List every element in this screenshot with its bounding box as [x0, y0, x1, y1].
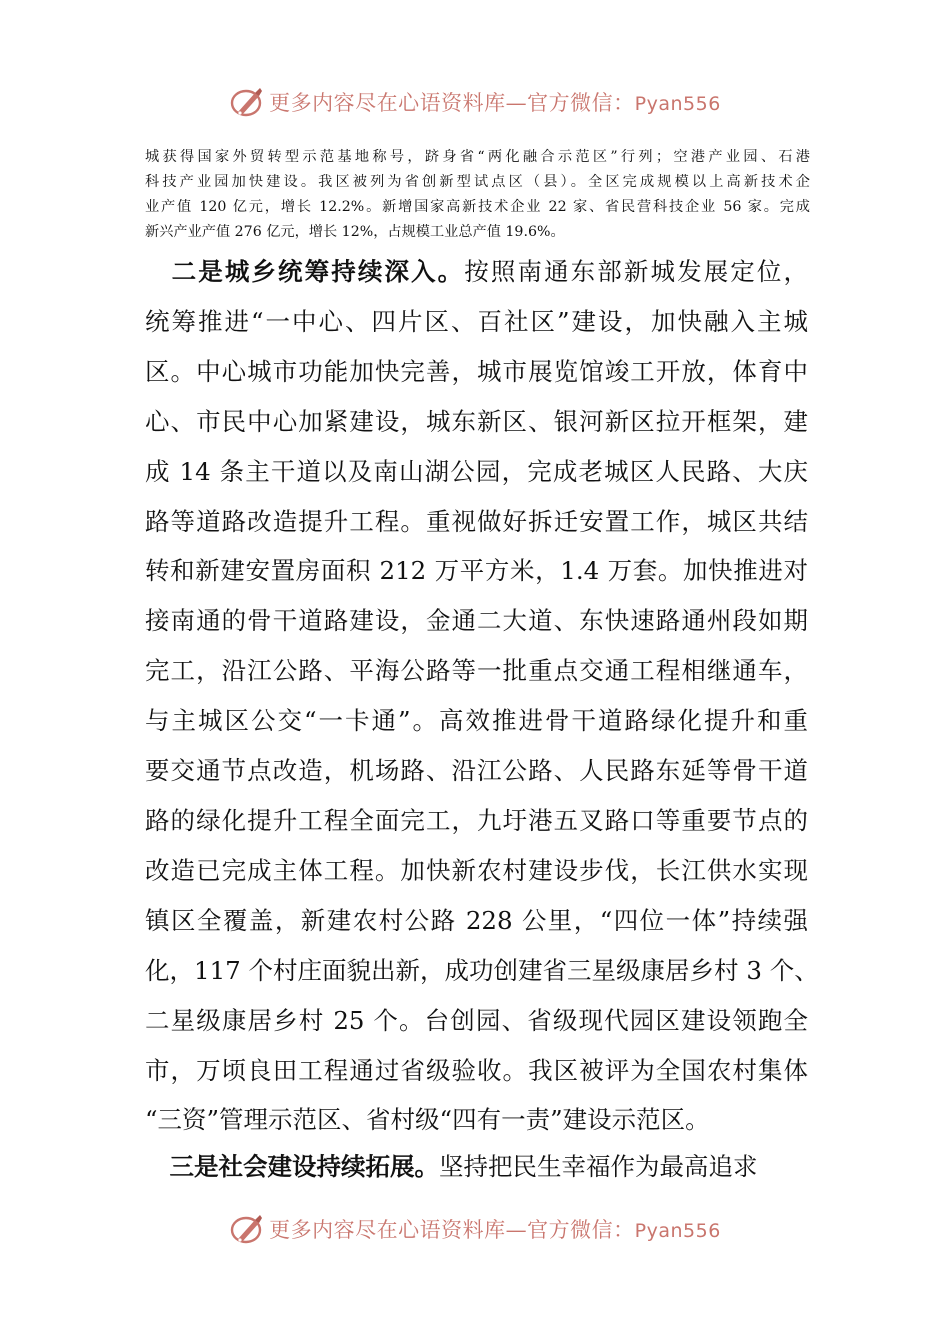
text-line: 镇区全覆盖，新建农村公路 228 公里，“四位一体”持续强 [145, 905, 808, 935]
text-line: 接南通的骨干道路建设，金通二大道、东快速路通州段如期 [145, 606, 808, 636]
section-3-paragraph [145, 1142, 808, 1192]
text-line: 要交通节点改造，机场路、沿江公路、人民路东延等骨干道 [145, 756, 808, 786]
text-line: 区。中心城市功能加快完善，城市展览馆竣工开放，体育中 [145, 356, 808, 386]
text-line: 科技产业园加快建设。我区被列为省创新型试点区（县）。全区完成规模以上高新技术企 [145, 174, 810, 190]
text-line: 化，117 个村庄面貌出新，成功创建省三星级康居乡村 3 个、 [145, 955, 819, 985]
section-heading: 三是社会建设持续拓展。 [169, 1152, 439, 1181]
text-line: 三是社会建设持续拓展。坚持把民生幸福作为最高追求 [169, 1152, 758, 1181]
footer-watermark [0, 1209, 950, 1249]
text-line: 成 14 条主干道以及南山湖公园，完成老城区人民路、大庆 [145, 456, 808, 486]
text-line: 二星级康居乡村 25 个。台创园、省级现代园区建设领跑全 [145, 1005, 808, 1035]
header-watermark [0, 82, 950, 122]
text-line: 路的绿化提升工程全面完工，九圩港五叉路口等重要节点的 [145, 805, 808, 835]
text-line: 改造已完成主体工程。加快新农村建设步伐，长江供水实现 [145, 855, 808, 885]
watermark-text: 更多内容尽在心语资料库—官方微信：Pyan556 [269, 1218, 721, 1242]
text-line: 市，万顷良田工程通过省级验收。我区被评为全国农村集体 [145, 1055, 808, 1085]
intro-paragraph [145, 145, 810, 245]
text-line: 与主城区公交“一卡通”。高效推进骨干道路绿化提升和重 [145, 706, 808, 736]
text-line: 新兴产业产值 276 亿元，增长 12%，占规模工业总产值 19.6%。 [145, 224, 565, 240]
text-line: 城获得国家外贸转型示范基地称号，跻身省“两化融合示范区”行列；空港产业园、石港 [145, 149, 810, 165]
text-line: 心、市民中心加紧建设，城东新区、银河新区拉开框架，建 [145, 406, 808, 436]
text-line: 二是城乡统筹持续深入。按照南通东部新城发展定位， [171, 257, 809, 286]
text-line: 业产值 120 亿元，增长 12.2%。新增国家高新技术企业 22 家、省民营科技企业 56 家。完成 [145, 199, 810, 215]
pen-logo-icon [229, 84, 265, 120]
pen-logo-icon [229, 1211, 265, 1247]
text-line: “三资”管理示范区、省村级“四有一责”建设示范区。 [145, 1105, 710, 1135]
text-line: 完工，沿江公路、平海公路等一批重点交通工程相继通车， [145, 656, 808, 686]
section-2-paragraph [145, 247, 819, 1145]
text-line: 统筹推进“一中心、四片区、百社区”建设，加快融入主城 [145, 306, 808, 336]
text-line: 转和新建安置房面积 212 万平方米，1.4 万套。加快推进对 [145, 556, 808, 586]
watermark-text: 更多内容尽在心语资料库—官方微信：Pyan556 [269, 91, 721, 115]
section-heading: 二是城乡统筹持续深入。 [171, 257, 465, 286]
text-line: 路等道路改造提升工程。重视做好拆迁安置工作，城区共结 [145, 506, 808, 536]
